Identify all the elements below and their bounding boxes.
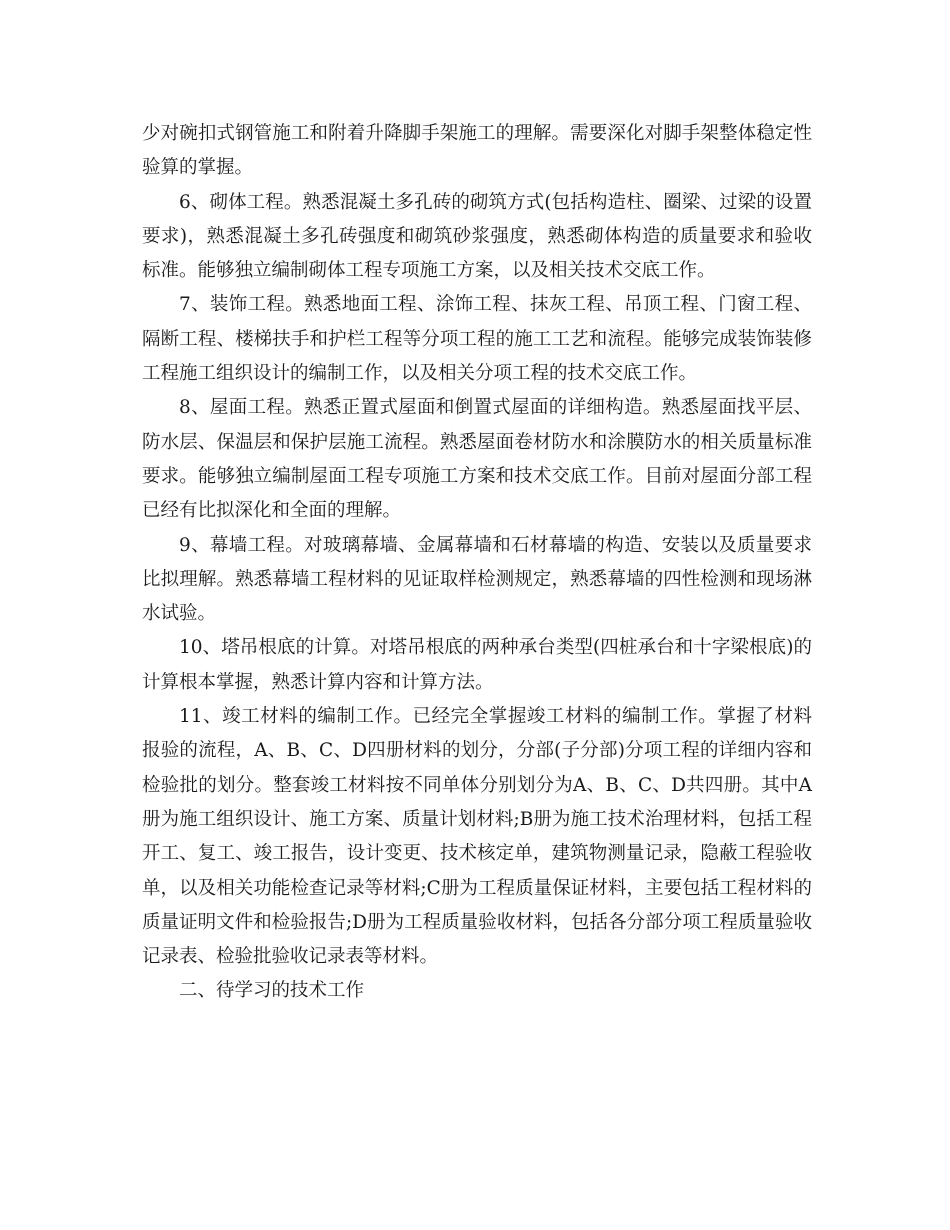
paragraph-tower-crane: 10、塔吊根底的计算。对塔吊根底的两种承台类型(四桩承台和十字梁根底)的计算根本掌握，熟悉计算内容和计算方法。 bbox=[142, 637, 812, 693]
paragraph-masonry: 6、砌体工程。熟悉混凝土多孔砖的砌筑方式(包括构造柱、圈梁、过梁的设置要求)，熟悉混凝土多孔砖强度和砌筑砂浆强度，熟悉砌体构造的质量要求和验收标准。能够独立编制砌体工程专项施工方案，以及相关技术交底工作。 bbox=[142, 191, 812, 282]
section-heading: 二、待学习的技术工作 bbox=[179, 980, 365, 1002]
paragraph-completion-materials: 11、竣工材料的编制工作。已经完全掌握竣工材料的编制工作。掌握了材料报验的流程，A、B、C、D四册材料的划分，分部(子分部)分项工程的详细内容和检验批的划分。整套竣工材料按不同单体分别划分为A、B、C、D共四册。其中A册为施工组织设计、施工方案、质量计划材料;B册为施工技术治理材料，包括工程开工、复工、竣工报告，设计变更、技术核定单，建筑物测量记录，隐蔽工程验收单，以及相关功能检查记录等材料;C册为工程质量保证材料，主要包括工程材料的质量证明文件和检验报告;D册为工程质量验收材料，包括各分部分项工程质量验收记录表、检验批验收记录表等材料。 bbox=[142, 706, 812, 968]
paragraph-curtain-wall: 9、幕墙工程。对玻璃幕墙、金属幕墙和石材幕墙的构造、安装以及质量要求比拟理解。熟悉幕墙工程材料的见证取样检测规定，熟悉幕墙的四性检测和现场淋水试验。 bbox=[142, 534, 812, 625]
document-body bbox=[142, 117, 812, 1009]
paragraph-continuation: 少对碗扣式钢管施工和附着升降脚手架施工的理解。需要深化对脚手架整体稳定性验算的掌握。 bbox=[142, 123, 812, 179]
paragraph-decoration: 7、装饰工程。熟悉地面工程、涂饰工程、抹灰工程、吊顶工程、门窗工程、隔断工程、楼梯扶手和护栏工程等分项工程的施工工艺和流程。能够完成装饰装修工程施工组织设计的编制工作，以及相关分项工程的技术交底工作。 bbox=[142, 294, 812, 385]
paragraph-roofing: 8、屋面工程。熟悉正置式屋面和倒置式屋面的详细构造。熟悉屋面找平层、防水层、保温层和保护层施工流程。熟悉屋面卷材防水和涂膜防水的相关质量标准要求。能够独立编制屋面工程专项施工方案和技术交底工作。目前对屋面分部工程已经有比拟深化和全面的理解。 bbox=[142, 397, 812, 522]
